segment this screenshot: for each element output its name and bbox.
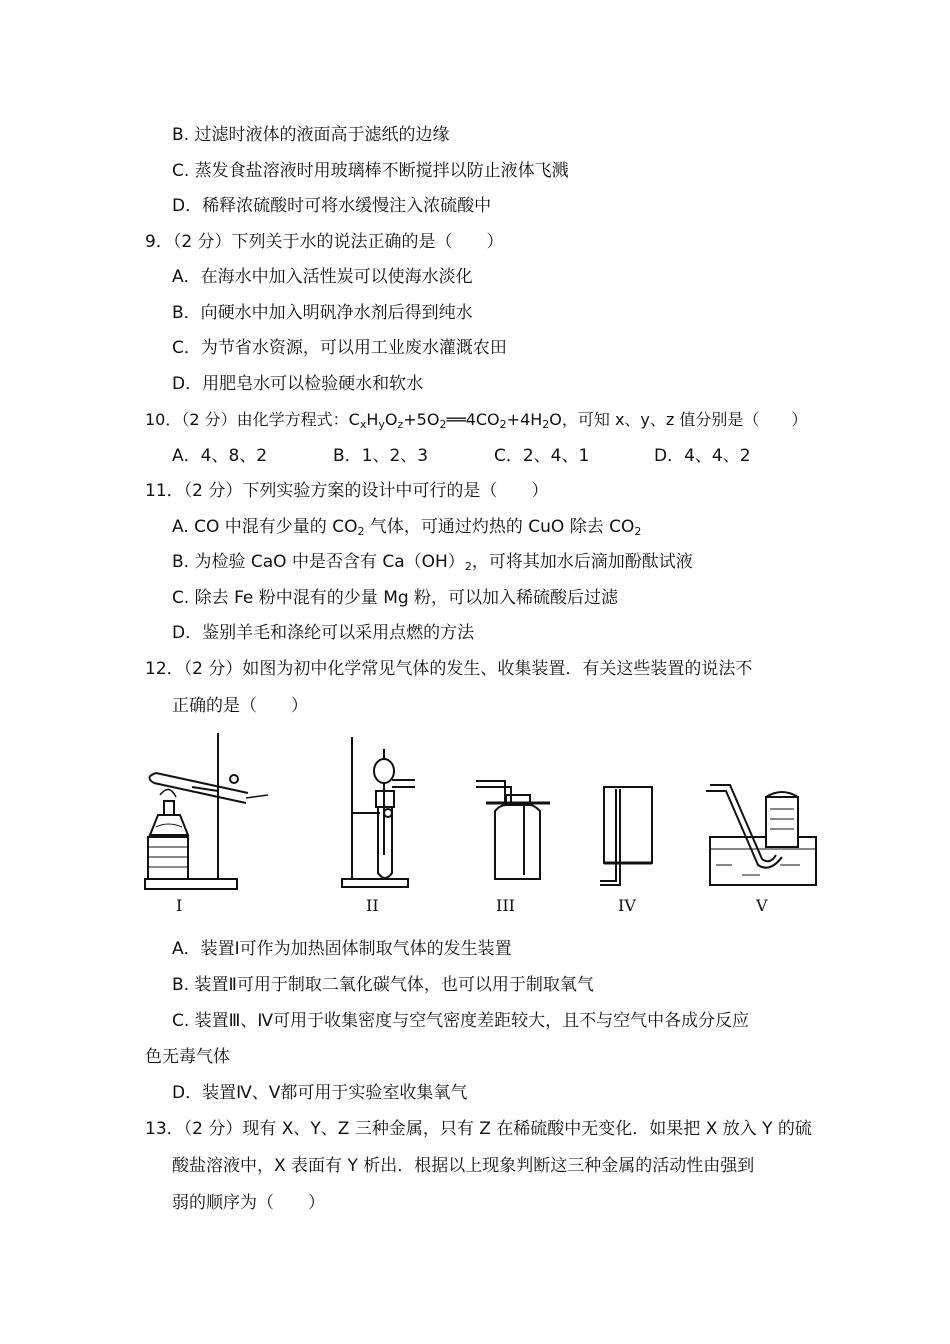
q10-option-c: C．2、4、1: [494, 446, 590, 466]
q11-option-b: B. 为检验 CaO 中是否含有 $Ca(OH)_2$，可将其加水后滴加酚酞试液: [172, 552, 693, 573]
q12-option-c-line2: 色无毒气体: [145, 1047, 230, 1067]
q12-option-d: D．装置Ⅳ、Ⅴ都可用于实验室收集氧气: [172, 1083, 468, 1103]
q11-option-c: C. 除去 Fe 粉中混有的少量 Mg 粉，可以加入稀硫酸后过滤: [172, 588, 619, 608]
figure-label-1: I: [176, 896, 183, 915]
q10-option-d: D．4、4、2: [654, 446, 751, 466]
apparatus-drawing: [130, 725, 820, 925]
q9-option-d: D．用肥皂水可以检验硬水和软水: [172, 374, 424, 394]
q13-stem-line1: 13．（2 分）现有 X、Y、Z 三种金属，只有 Z 在稀硫酸中无变化．如果把 X 放入 Y 的硫: [145, 1119, 812, 1139]
device-3: [476, 781, 550, 879]
q11-option-a: A. CO 中混有少量的 $CO_2$ 气体，可通过灼热的 CuO 除去 $CO_2$: [172, 517, 642, 538]
q9-option-b: B．向硬水中加入明矾净水剂后得到纯水: [172, 303, 473, 323]
q13-stem-line3: 弱的顺序为（ ）: [172, 1193, 325, 1213]
q12-stem-line1: 12．（2 分）如图为初中化学常见气体的发生、收集装置．有关这些装置的说法不: [145, 659, 753, 679]
q11-option-d: D．鉴别羊毛和涤纶可以采用点燃的方法: [172, 623, 475, 643]
q10-option-a: A．4、8、2: [172, 446, 268, 466]
device-1: [145, 733, 268, 889]
apparatus-figure: [130, 725, 820, 925]
q13-stem-line2: 酸盐溶液中，X 表面有 Y 析出．根据以上现象判断这三种金属的活动性由强到: [172, 1156, 755, 1176]
q8-option-b: B. 过滤时液体的液面高于滤纸的边缘: [172, 125, 450, 145]
q12-option-a: A．装置Ⅰ可作为加热固体制取气体的发生装置: [172, 939, 512, 959]
q8-option-d: D．稀释浓硫酸时可将水缓慢注入浓硫酸中: [172, 196, 492, 216]
device-2: [342, 737, 415, 887]
q11-stem: 11．（2 分）下列实验方案的设计中可行的是（ ）: [145, 481, 549, 501]
q8-option-c: C. 蒸发食盐溶液时用玻璃棒不断搅拌以防止液体飞溅: [172, 161, 569, 181]
q9-option-c: C．为节省水资源，可以用工业废水灌溉农田: [172, 338, 507, 358]
figure-label-3: III: [496, 896, 515, 915]
q12-stem-line2: 正确的是（ ）: [172, 696, 308, 716]
figure-label-2: II: [366, 896, 379, 915]
device-4: [600, 787, 652, 885]
q9-option-a: A．在海水中加入活性炭可以使海水淡化: [172, 267, 473, 287]
device-5: [706, 785, 816, 885]
q9-stem: 9．（2 分）下列关于水的说法正确的是（ ）: [145, 232, 504, 252]
figure-label-4: IV: [618, 896, 636, 915]
q12-option-c-line1: C. 装置Ⅲ、Ⅳ可用于收集密度与空气密度差距较大，且不与空气中各成分反应: [172, 1011, 750, 1031]
q12-option-b: B. 装置Ⅱ可用于制取二氧化碳气体，也可以用于制取氧气: [172, 975, 594, 995]
q10-stem: 10．（2 分）由化学方程式：$C_xH_yO_z+5O_2══4CO_2+4H_2O$，可知 x、y、z 值分别是（ ）: [145, 410, 808, 431]
q10-option-b: B．1、2、3: [333, 446, 429, 466]
figure-label-5: V: [756, 896, 768, 915]
